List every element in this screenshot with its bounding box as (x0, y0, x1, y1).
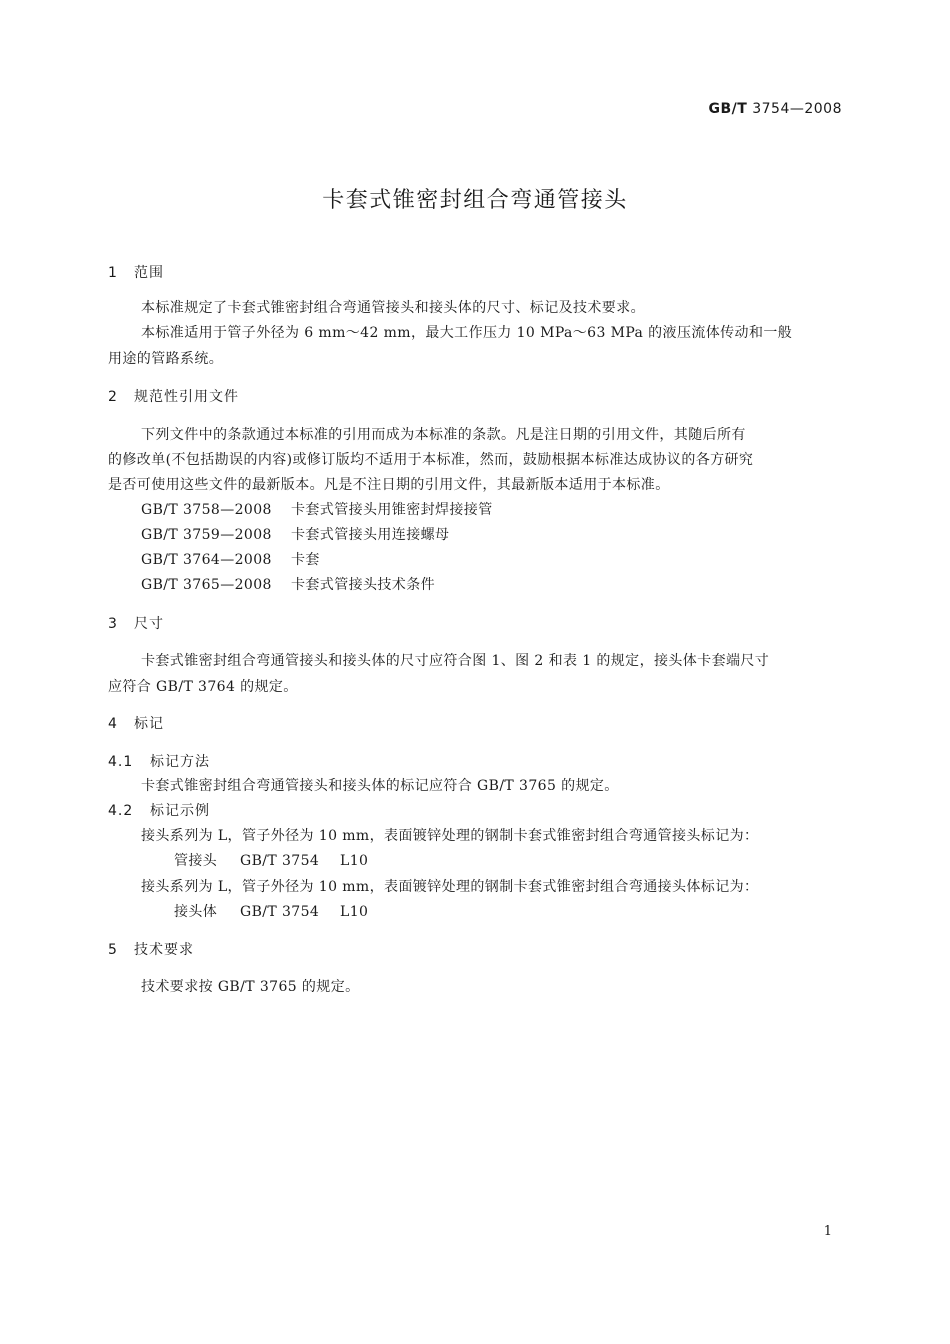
subsection-number: 4.1 (108, 754, 134, 770)
reference-code: GB/T 3764—2008 (141, 552, 272, 568)
subsection-title: 标记方法 (150, 754, 210, 770)
section-3-line-2: 应符合 GB/T 3764 的规定。 (108, 679, 298, 695)
reference-name: 卡套式管接头用连接螺母 (291, 527, 450, 543)
section-title: 规范性引用文件 (134, 389, 239, 405)
marking-designation-2 (174, 901, 368, 921)
section-2-line-2: 的修改单(不包括勘误的内容)或修订版均不适用于本标准，然而，鼓励根据本标准达成协议的各方研究 (108, 452, 754, 468)
section-1-line-2: 本标准适用于管子外径为 6 mm～42 mm，最大工作压力 10 MPa～63 MPa 的液压流体传动和一般 (141, 325, 793, 341)
section-1-heading (108, 262, 164, 282)
reference-code: GB/T 3759—2008 (141, 527, 272, 543)
standard-number (708, 101, 842, 117)
reference-name: 卡套 (291, 552, 320, 568)
subsection-4-1-heading (108, 751, 210, 771)
marking-example-2: 接头系列为 L，管子外径为 10 mm，表面镀锌处理的钢制卡套式锥密封组合弯通接头体标记为： (141, 879, 759, 895)
section-5-line: 技术要求按 GB/T 3765 的规定。 (141, 979, 360, 995)
designation-label: 接头体 (174, 904, 218, 920)
section-title: 尺寸 (134, 616, 164, 632)
section-number: 3 (108, 616, 118, 632)
designation-code: GB/T 3754 (240, 853, 320, 869)
section-number: 1 (108, 265, 118, 281)
designation-spec: L10 (340, 904, 369, 920)
standard-prefix: GB/T (708, 101, 748, 117)
reference-item (141, 499, 493, 519)
section-number: 2 (108, 389, 118, 405)
subsection-number: 4.2 (108, 803, 134, 819)
section-title: 范围 (134, 265, 164, 281)
page-number: 1 (823, 1224, 832, 1239)
marking-designation-1 (174, 850, 368, 870)
section-2-line-3: 是否可使用这些文件的最新版本。凡是不注日期的引用文件，其最新版本适用于本标准。 (108, 477, 670, 493)
reference-name: 卡套式管接头技术条件 (291, 577, 435, 593)
reference-code: GB/T 3758—2008 (141, 502, 272, 518)
standard-code: 3754—2008 (752, 101, 842, 117)
section-number: 4 (108, 716, 118, 732)
section-3-line-1: 卡套式锥密封组合弯通管接头和接头体的尺寸应符合图 1、图 2 和表 1 的规定，接头体卡套端尺寸 (141, 653, 770, 669)
section-5-heading (108, 939, 194, 959)
marking-example-1: 接头系列为 L，管子外径为 10 mm，表面镀锌处理的钢制卡套式锥密封组合弯通管接头标记为： (141, 828, 759, 844)
section-1-line-3: 用途的管路系统。 (108, 351, 224, 367)
section-4-heading (108, 713, 164, 733)
section-2-line-1: 下列文件中的条款通过本标准的引用而成为本标准的条款。凡是注日期的引用文件，其随后所有 (141, 427, 746, 443)
section-3-heading (108, 613, 164, 633)
section-1-line-1: 本标准规定了卡套式锥密封组合弯通管接头和接头体的尺寸、标记及技术要求。 (141, 300, 645, 316)
reference-item (141, 574, 435, 594)
designation-spec: L10 (340, 853, 369, 869)
subsection-4-2-heading (108, 800, 210, 820)
section-title: 技术要求 (134, 942, 194, 958)
reference-code: GB/T 3765—2008 (141, 577, 272, 593)
section-title: 标记 (134, 716, 164, 732)
designation-label: 管接头 (174, 853, 218, 869)
subsection-4-1-line: 卡套式锥密封组合弯通管接头和接头体的标记应符合 GB/T 3765 的规定。 (141, 778, 619, 794)
document-title: 卡套式锥密封组合弯通管接头 (322, 188, 628, 213)
reference-item (141, 524, 449, 544)
designation-code: GB/T 3754 (240, 904, 320, 920)
reference-name: 卡套式管接头用锥密封焊接接管 (291, 502, 493, 518)
section-2-heading (108, 386, 239, 406)
reference-item (141, 549, 320, 569)
subsection-title: 标记示例 (150, 803, 210, 819)
section-number: 5 (108, 942, 118, 958)
